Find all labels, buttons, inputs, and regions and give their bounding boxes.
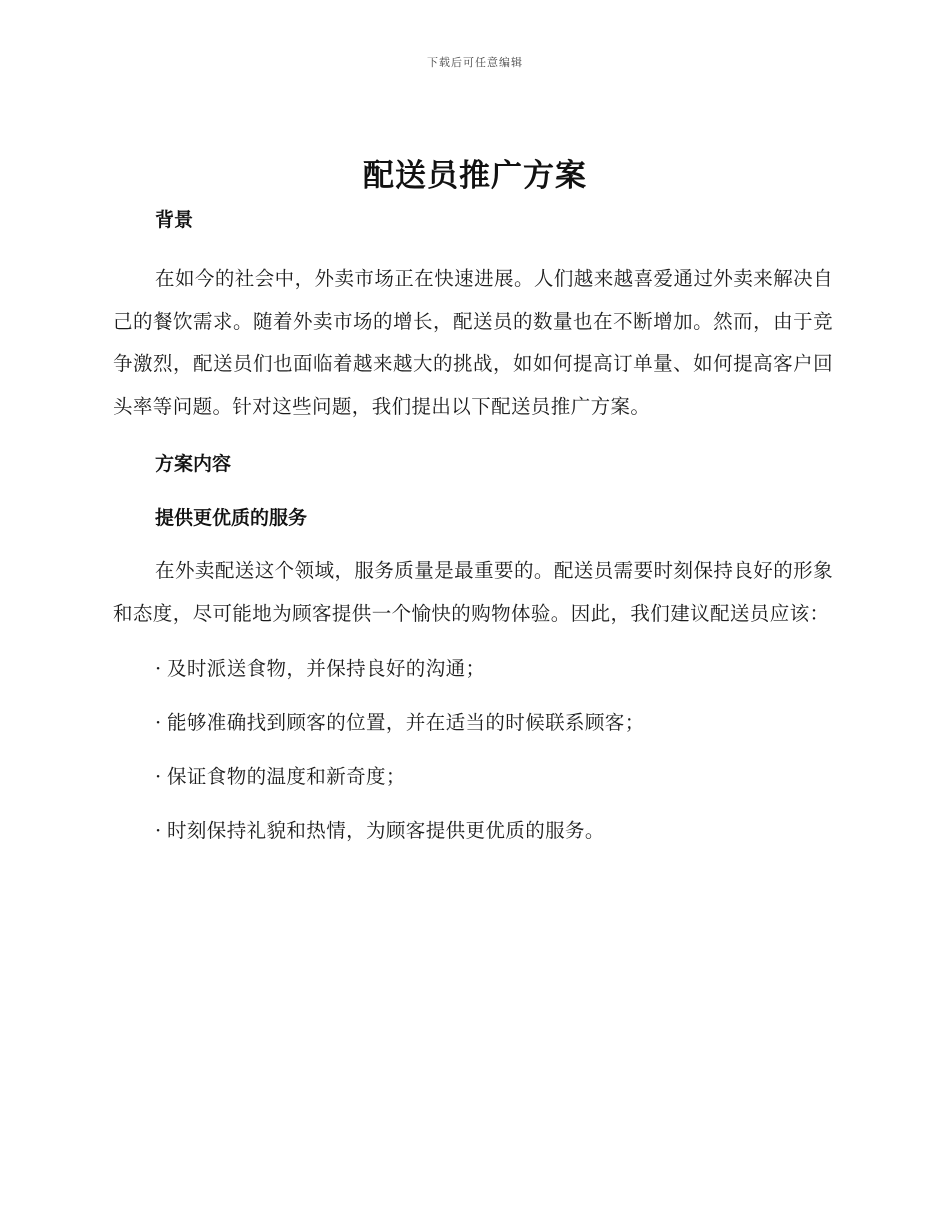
bullet-list bbox=[113, 653, 833, 847]
bullet-marker: · bbox=[155, 657, 162, 680]
list-item-text: 能够准确找到顾客的位置，并在适当的时候联系顾客； bbox=[167, 711, 645, 734]
list-item bbox=[113, 815, 833, 847]
document-body bbox=[113, 204, 833, 847]
header-note: 下载后可任意编辑 bbox=[427, 56, 523, 69]
bullet-marker: · bbox=[155, 711, 162, 734]
paragraph-service: 在外卖配送这个领域，服务质量是最重要的。配送员需要时刻保持良好的形象和态度，尽可能地为顾客提供一个愉快的购物体验。因此，我们建议配送员应该： bbox=[113, 559, 833, 625]
list-item bbox=[113, 707, 833, 739]
list-item bbox=[113, 761, 833, 793]
list-item bbox=[113, 653, 833, 685]
section-heading-plan: 方案内容 bbox=[155, 453, 232, 475]
document-title: 配送员推广方案 bbox=[363, 158, 587, 194]
bullet-marker: · bbox=[155, 819, 162, 842]
list-item-text: 保证食物的温度和新奇度； bbox=[167, 765, 406, 788]
section-heading-service: 提供更优质的服务 bbox=[155, 507, 308, 529]
list-item-text: 时刻保持礼貌和热情，为顾客提供更优质的服务。 bbox=[167, 819, 605, 842]
bullet-marker: · bbox=[155, 765, 162, 788]
section-heading-background: 背景 bbox=[155, 209, 194, 231]
paragraph-background: 在如今的社会中，外卖市场正在快速进展。人们越来越喜爱通过外卖来解决自己的餐饮需求。随着外卖市场的增长，配送员的数量也在不断增加。然而，由于竞争激烈，配送员们也面临着越来越大的挑战，如如何提高订单量、如何提高客户回头率等问题。针对这些问题，我们提出以下配送员推广方案。 bbox=[113, 267, 833, 418]
list-item-text: 及时派送食物，并保持良好的沟通； bbox=[167, 657, 486, 680]
